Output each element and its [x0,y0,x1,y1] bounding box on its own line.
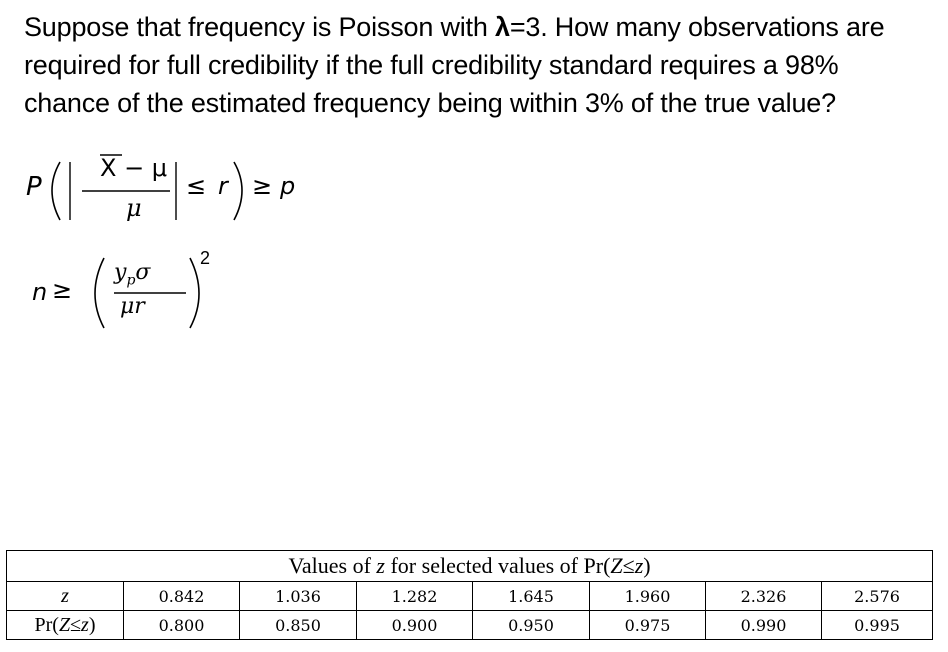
lambda-symbol: λ [494,12,510,42]
question-line-1-end: =3. How many observations are [509,12,885,42]
probability-value-cell: 0.995 [822,611,933,640]
formula1-ge: ≥ [252,172,273,200]
probability-value-cell: 0.800 [124,611,240,640]
normal-quantile-table [6,550,933,640]
formula2-denominator: μr [120,294,145,319]
question-line-1-start: Suppose that frequency is Poisson with [24,12,495,42]
table-row-probability [7,611,933,640]
z-value-cell: 1.036 [240,582,357,611]
sample-size-formula [22,248,282,338]
formula2-subscript-p: p [126,272,136,289]
z-value-cell: 2.326 [706,582,822,611]
probability-symbol: P [26,172,42,202]
formula1-denominator: μ [126,194,142,222]
z-value-cell: 1.282 [357,582,473,611]
table-caption-row [7,551,933,582]
formula1-p: p [280,172,296,200]
formula1-brackets [22,150,322,230]
probability-value-cell: 0.975 [590,611,706,640]
formula2-numerator [114,260,150,288]
formula2-n: n [32,278,48,306]
formula1-le: ≤ [186,172,207,200]
probability-value-cell: 0.990 [706,611,822,640]
formula2-y: y [114,260,127,285]
table-caption: Values of z for selected values of Pr(Z≤z) [7,551,933,582]
formula2-exponent: 2 [200,248,211,268]
z-value-cell: 0.842 [124,582,240,611]
probability-value-cell: 0.900 [357,611,473,640]
row-label-probability: Pr(Z≤z) [7,611,124,640]
probability-value-cell: 0.950 [473,611,590,640]
question-line-1 [24,8,934,46]
credibility-probability-formula [22,150,322,230]
formula1-numerator: X − μ [100,154,168,182]
probability-value-cell: 0.850 [240,611,357,640]
table-row-z [7,582,933,611]
formula2-ge: ≥ [52,276,73,304]
z-value-cell: 1.960 [590,582,706,611]
question-text [24,8,934,122]
question-line-2: required for full credibility if the full credibility standard requires a 98% [24,50,839,80]
question-line-3: chance of the estimated frequency being within 3% of the true value? [24,88,836,118]
formula1-r: r [218,172,228,200]
formula2-sigma: σ [135,260,151,285]
z-value-cell: 2.576 [822,582,933,611]
z-value-cell: 1.645 [473,582,590,611]
row-label-z: z [7,582,124,611]
